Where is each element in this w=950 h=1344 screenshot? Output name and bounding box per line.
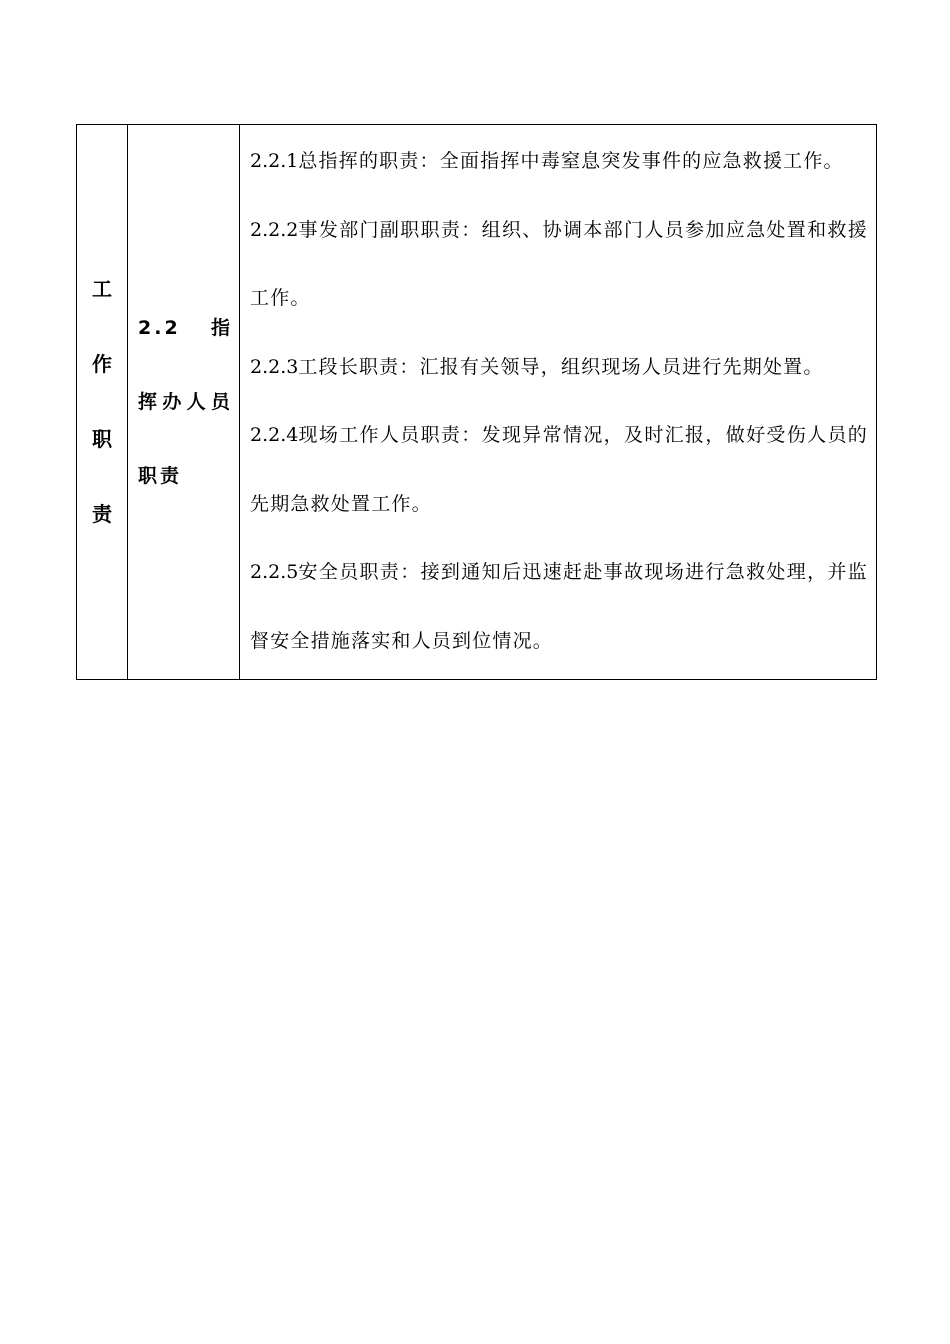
category-cell [77, 125, 128, 680]
duty-item [250, 538, 868, 675]
duty-list [240, 125, 876, 679]
table-row [77, 125, 877, 680]
duty-number: 2.2.3 [250, 355, 299, 378]
content-cell [240, 125, 877, 680]
duty-item [250, 196, 868, 333]
subsection-cell [128, 125, 240, 680]
duty-text: 事发部门副职职责：组织、协调本部门人员参加应急处置和救援工作。 [250, 218, 868, 309]
duty-text: 工段长职责：汇报有关领导，组织现场人员进行先期处置。 [298, 355, 824, 378]
duty-number: 2.2.1 [250, 150, 299, 172]
category-char: 责 [92, 502, 112, 526]
duty-number: 2.2.5 [250, 561, 299, 583]
duty-table [76, 124, 877, 680]
category-char: 职 [92, 427, 112, 451]
duty-item [250, 127, 868, 196]
duty-text: 总指挥的职责：全面指挥中毒窒息突发事件的应急救援工作。 [298, 150, 844, 172]
duty-item [250, 401, 868, 538]
category-char: 作 [92, 352, 112, 376]
duty-number: 2.2.2 [250, 218, 299, 241]
duty-number: 2.2.4 [250, 424, 299, 446]
duty-text: 现场工作人员职责：发现异常情况，及时汇报，做好受伤人员的先期急救处置工作。 [250, 424, 868, 515]
category-label [77, 252, 127, 552]
duty-text: 安全员职责：接到通知后迅速赶赴事故现场进行急救处理，并监督安全措施落实和人员到位情况。 [250, 561, 868, 652]
category-char: 工 [92, 277, 112, 301]
subsection-title: 2.2 指挥办人员职责 [138, 317, 233, 487]
duty-item [250, 333, 868, 402]
